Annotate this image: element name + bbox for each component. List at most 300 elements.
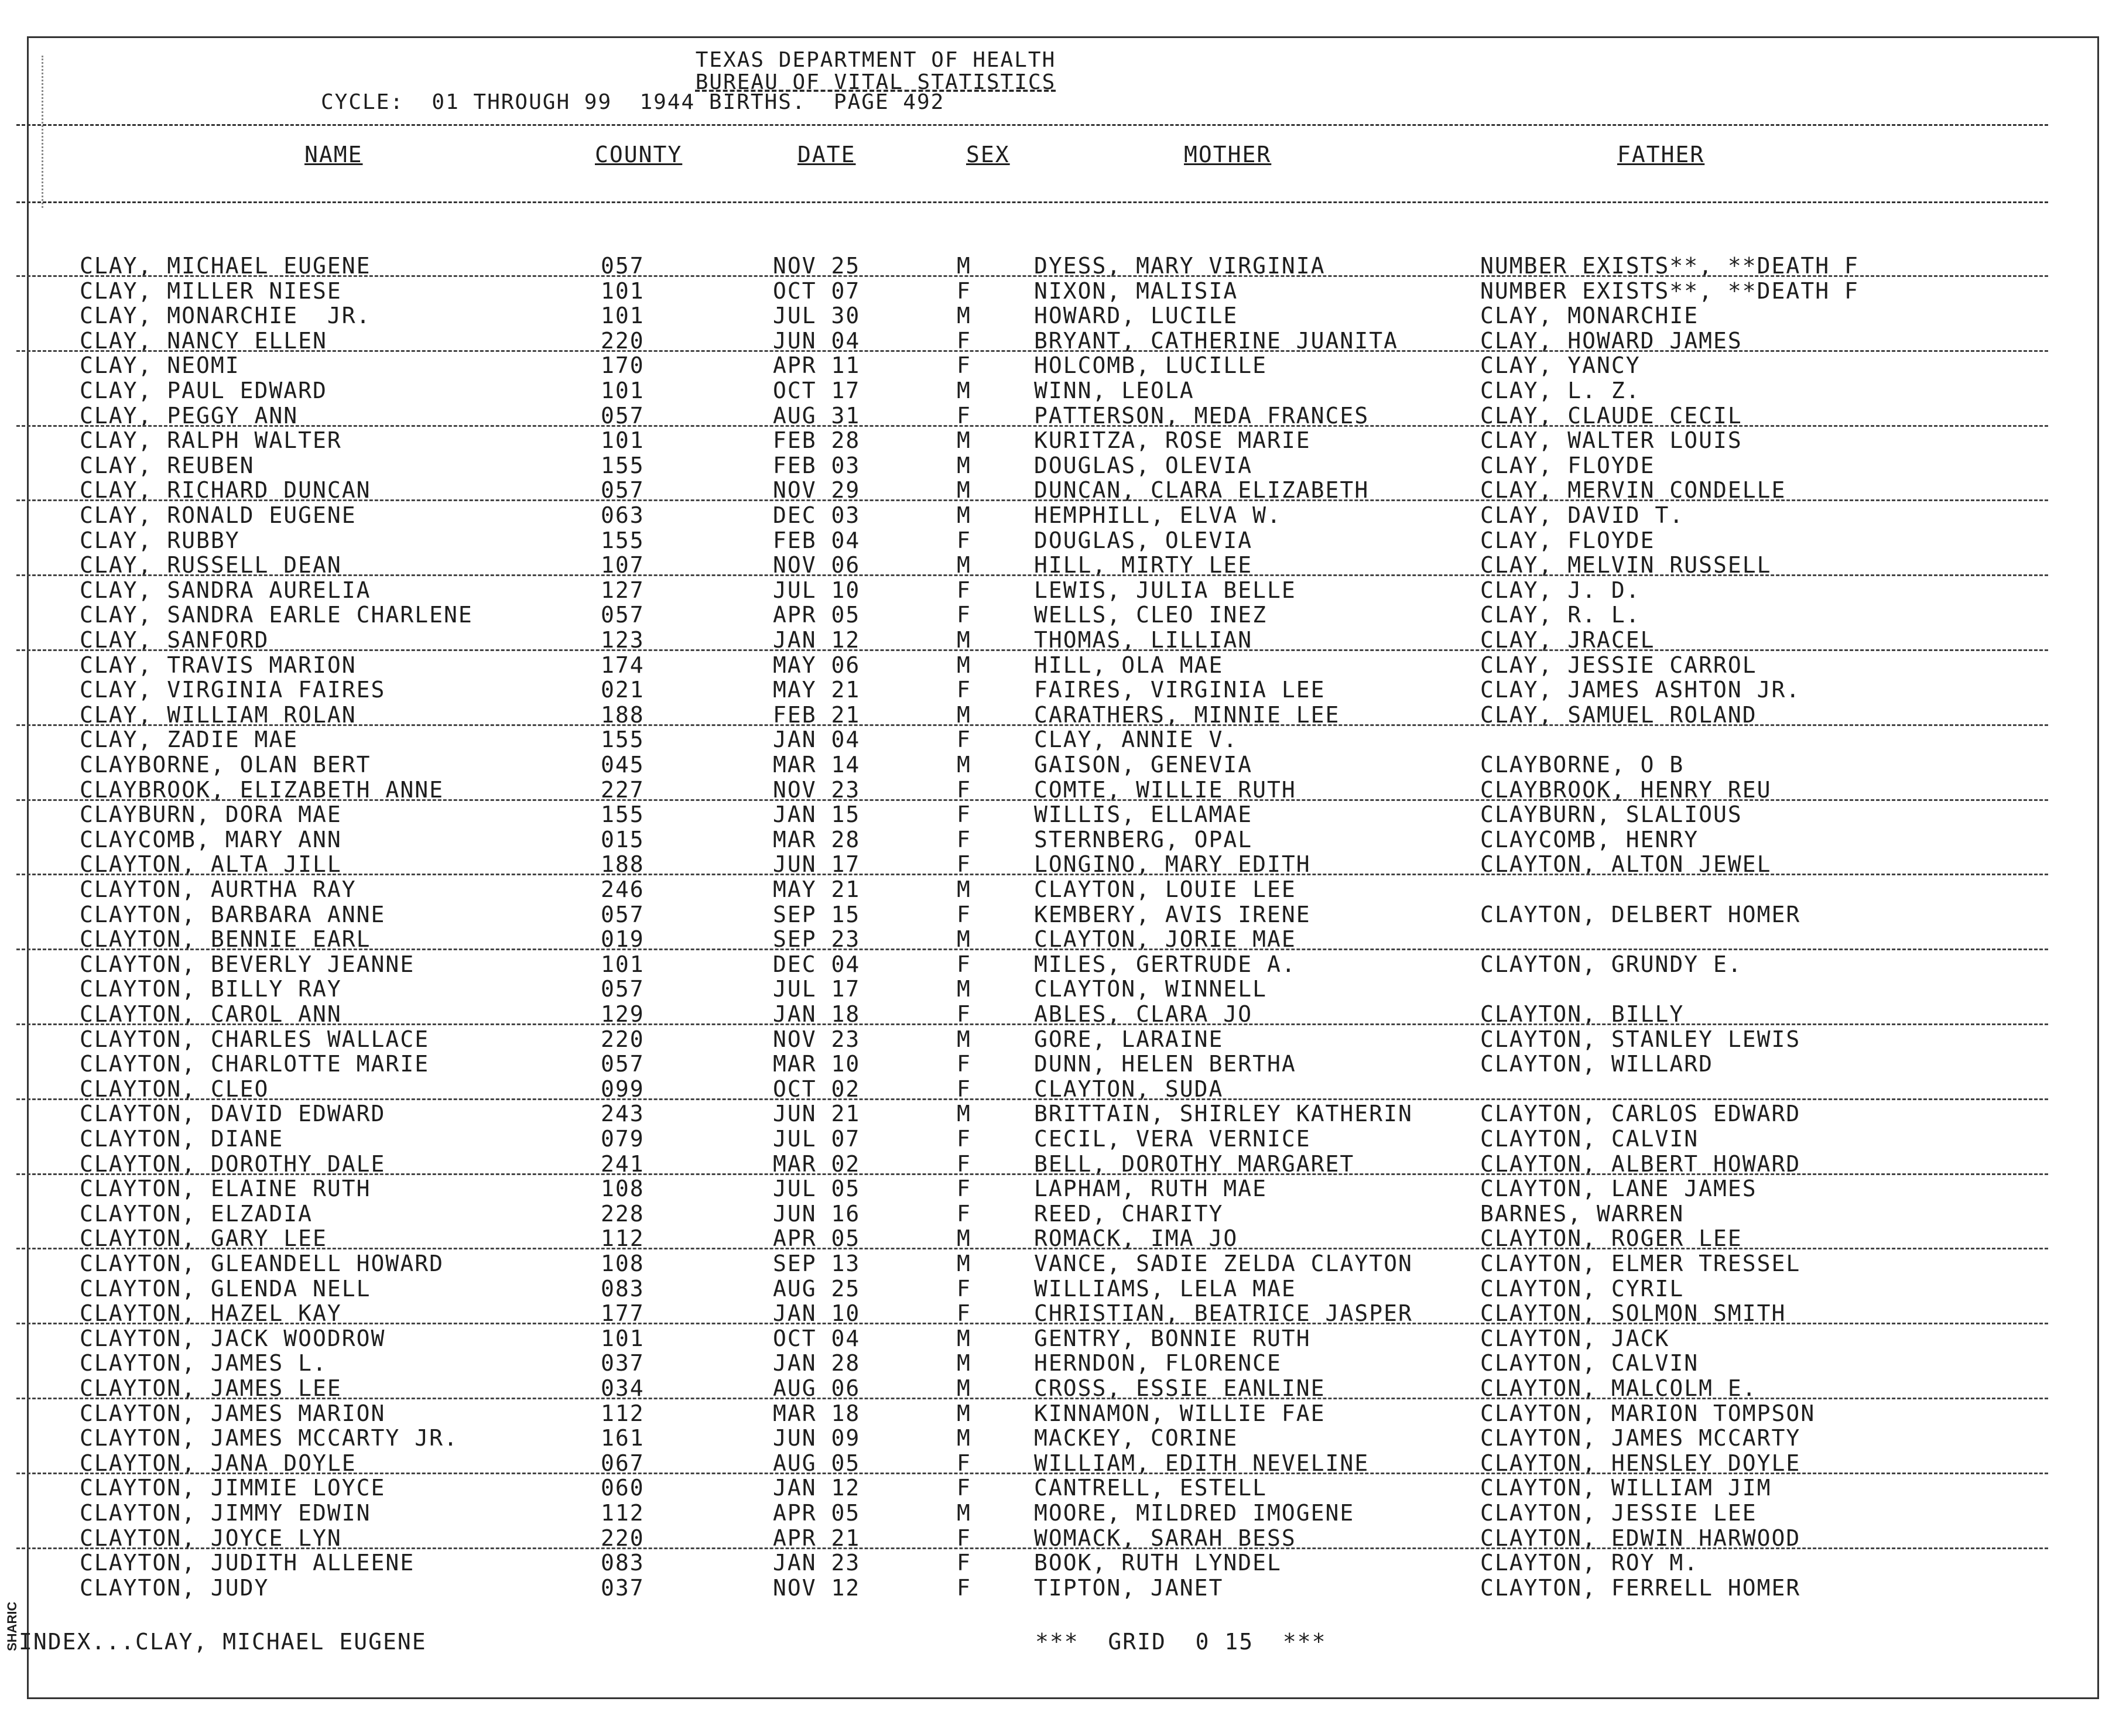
cell-sex: F: [957, 1574, 971, 1601]
cell-date: JUN 09: [773, 1425, 861, 1451]
cell-date: FEB 03: [773, 452, 861, 478]
col-header-father: FATHER: [1617, 142, 1705, 167]
cell-mother: WILLIAMS, LELA MAE: [1034, 1275, 1296, 1302]
cell-sex: F: [957, 1550, 971, 1576]
cell-father: CLAYTON, ROGER LEE: [1480, 1225, 1742, 1252]
table-row: [0, 1276, 2126, 1300]
cell-mother: WILLIS, ELLAMAE: [1034, 802, 1253, 828]
cell-name: CLAYTON, BARBARA ANNE: [80, 901, 386, 927]
cell-name: CLAY, SANDRA AURELIA: [80, 577, 371, 603]
cell-date: MAR 28: [773, 826, 861, 852]
cell-name: CLAYTON, GLENDA NELL: [80, 1275, 371, 1302]
cell-name: CLAYTON, BEVERLY JEANNE: [80, 951, 415, 977]
table-row: [0, 502, 2126, 527]
cell-father: CLAY, FLOYDE: [1480, 452, 1655, 478]
cell-date: JAN 10: [773, 1300, 861, 1327]
cell-mother: MILES, GERTRUDE A.: [1034, 951, 1296, 977]
table-row: [0, 752, 2126, 776]
cell-father: BARNES, WARREN: [1480, 1200, 1685, 1227]
cell-father: CLAYTON, GRUNDY E.: [1480, 951, 1742, 977]
cell-name: CLAY, MICHAEL EUGENE: [80, 253, 371, 279]
cell-date: JUL 30: [773, 303, 861, 329]
cell-name: CLAYTON, JUDY: [80, 1574, 269, 1601]
cell-date: APR 21: [773, 1525, 861, 1551]
cell-name: CLAY, RUBBY: [80, 527, 240, 553]
cell-mother: CLAYTON, WINNELL: [1034, 976, 1268, 1002]
table-row: [0, 627, 2126, 652]
cell-mother: CLAYTON, JORIE MAE: [1034, 926, 1296, 953]
cell-county: 129: [601, 1001, 645, 1027]
cell-father: CLAYTON, ELMER TRESSEL: [1480, 1251, 1801, 1276]
cell-date: MAR 10: [773, 1051, 861, 1077]
cell-date: DEC 04: [773, 951, 861, 977]
cell-name: CLAYTON, JAMES LEE: [80, 1375, 342, 1401]
col-header-mother: MOTHER: [1184, 142, 1272, 167]
table-row: [0, 1575, 2126, 1600]
table-row: [0, 278, 2126, 303]
cell-county: 243: [601, 1101, 645, 1127]
cell-name: CLAY, MONARCHIE JR.: [80, 303, 371, 329]
cell-mother: WILLIAM, EDITH NEVELINE: [1034, 1450, 1370, 1476]
table-row: [0, 677, 2126, 701]
cell-county: 112: [601, 1400, 645, 1426]
cell-name: CLAYTON, JOYCE LYN: [80, 1525, 342, 1551]
cell-county: 057: [601, 976, 645, 1002]
table-row: [0, 727, 2126, 751]
cell-sex: M: [957, 303, 971, 329]
cell-date: MAY 06: [773, 652, 861, 678]
cell-date: DEC 03: [773, 502, 861, 528]
cell-sex: F: [957, 577, 971, 603]
cell-name: CLAYTON, CAROL ANN: [80, 1001, 342, 1027]
cell-father: CLAY, MERVIN CONDELLE: [1480, 477, 1786, 504]
table-row: [0, 1550, 2126, 1574]
cell-name: CLAYTON, JIMMIE LOYCE: [80, 1475, 386, 1501]
cell-father: NUMBER EXISTS**, **DEATH F: [1480, 278, 1859, 304]
cell-county: 155: [601, 727, 645, 753]
cell-sex: F: [957, 951, 971, 977]
cell-county: 045: [601, 752, 645, 778]
cell-sex: M: [957, 627, 971, 653]
cell-name: CLAY, REUBEN: [80, 452, 255, 478]
cell-mother: CHRISTIAN, BEATRICE JASPER: [1034, 1300, 1413, 1327]
cell-name: CLAYBROOK, ELIZABETH ANNE: [80, 776, 444, 803]
cell-mother: CROSS, ESSIE EANLINE: [1034, 1375, 1326, 1401]
table-row: [0, 951, 2126, 976]
cell-sex: M: [957, 926, 971, 953]
cell-sex: F: [957, 826, 971, 852]
cell-father: CLAYTON, EDWIN HARWOOD: [1480, 1525, 1801, 1551]
cell-name: CLAYTON, BENNIE EARL: [80, 926, 371, 953]
cell-date: NOV 25: [773, 253, 861, 279]
cell-mother: DYESS, MARY VIRGINIA: [1034, 253, 1326, 279]
cell-name: CLAYTON, AURTHA RAY: [80, 876, 357, 902]
agency-title: TEXAS DEPARTMENT OF HEALTH: [695, 48, 1056, 72]
cell-sex: F: [957, 901, 971, 927]
cell-sex: M: [957, 1400, 971, 1426]
cell-father: CLAYTON, LANE JAMES: [1480, 1176, 1757, 1202]
cell-sex: F: [957, 1176, 971, 1202]
cell-date: JAN 15: [773, 802, 861, 828]
row-separator: [16, 1098, 2048, 1100]
table-row: [0, 1525, 2126, 1550]
cell-father: CLAYTON, ROY M.: [1480, 1550, 1699, 1576]
cell-sex: M: [957, 1375, 971, 1401]
cell-date: MAR 18: [773, 1400, 861, 1426]
cell-sex: M: [957, 1425, 971, 1451]
cell-mother: GORE, LARAINE: [1034, 1026, 1224, 1052]
cell-mother: LAPHAM, RUTH MAE: [1034, 1176, 1268, 1202]
cell-mother: VANCE, SADIE ZELDA CLAYTON: [1034, 1251, 1413, 1276]
cell-name: CLAYTON, ALTA JILL: [80, 851, 342, 878]
cell-father: CLAY, WALTER LOUIS: [1480, 427, 1742, 454]
cell-mother: TIPTON, JANET: [1034, 1574, 1224, 1601]
cell-mother: LEWIS, JULIA BELLE: [1034, 577, 1296, 603]
cell-date: JAN 04: [773, 727, 861, 753]
cell-date: OCT 02: [773, 1076, 861, 1102]
cell-father: CLAY, HOWARD JAMES: [1480, 327, 1742, 354]
cell-county: 019: [601, 926, 645, 953]
cell-father: CLAYTON, CYRIL: [1480, 1275, 1685, 1302]
cell-father: CLAYTON, CALVIN: [1480, 1126, 1699, 1152]
grid-footer: *** GRID 0 15 ***: [1035, 1629, 1327, 1655]
cell-date: AUG 06: [773, 1375, 861, 1401]
cell-sex: F: [957, 1275, 971, 1302]
cell-sex: F: [957, 352, 971, 379]
cell-mother: HILL, OLA MAE: [1034, 652, 1224, 678]
cell-name: CLAY, RONALD EUGENE: [80, 502, 357, 528]
bureau-title: BUREAU OF VITAL STATISTICS: [695, 70, 1056, 94]
row-separator: [16, 275, 2048, 277]
table-row: [0, 1051, 2126, 1076]
cell-county: 037: [601, 1350, 645, 1377]
table-row: [0, 453, 2126, 477]
cell-date: NOV 06: [773, 552, 861, 578]
cell-father: CLAYTON, MALCOLM E.: [1480, 1375, 1757, 1401]
cell-date: NOV 29: [773, 477, 861, 504]
row-separator: [16, 649, 2048, 651]
cell-date: NOV 23: [773, 1026, 861, 1052]
table-row: [0, 1500, 2126, 1525]
cell-mother: STERNBERG, OPAL: [1034, 826, 1253, 852]
table-row: [0, 253, 2126, 278]
cell-sex: M: [957, 752, 971, 778]
cell-sex: M: [957, 427, 971, 454]
cell-county: 241: [601, 1151, 645, 1177]
cell-father: CLAYTON, JACK: [1480, 1325, 1670, 1351]
cell-father: CLAYTON, JAMES MCCARTY: [1480, 1425, 1801, 1451]
cell-father: CLAYTON, SOLMON SMITH: [1480, 1300, 1786, 1327]
cell-father: CLAYTON, ALTON JEWEL: [1480, 851, 1772, 878]
cell-county: 228: [601, 1200, 645, 1227]
cell-father: CLAYTON, HENSLEY DOYLE: [1480, 1450, 1801, 1476]
cell-county: 188: [601, 851, 645, 878]
cell-father: CLAYBROOK, HENRY REU: [1480, 776, 1772, 803]
cell-name: CLAY, ZADIE MAE: [80, 727, 299, 753]
cell-father: CLAYTON, STANLEY LEWIS: [1480, 1026, 1801, 1052]
cell-father: CLAYBURN, SLALIOUS: [1480, 802, 1742, 828]
cell-county: 246: [601, 876, 645, 902]
cell-county: 079: [601, 1126, 645, 1152]
cell-sex: M: [957, 253, 971, 279]
cell-county: 057: [601, 901, 645, 927]
cell-mother: MOORE, MILDRED IMOGENE: [1034, 1500, 1355, 1526]
cell-mother: COMTE, WILLIE RUTH: [1034, 776, 1296, 803]
cell-name: CLAYTON, ELAINE RUTH: [80, 1176, 371, 1202]
cell-mother: WOMACK, SARAH BESS: [1034, 1525, 1296, 1551]
table-row: [0, 552, 2126, 577]
cell-sex: M: [957, 1350, 971, 1377]
cell-father: CLAYBORNE, O B: [1480, 752, 1685, 778]
cell-sex: F: [957, 1151, 971, 1177]
cell-father: CLAY, R. L.: [1480, 602, 1641, 628]
cell-date: APR 05: [773, 602, 861, 628]
table-row: [0, 902, 2126, 926]
cell-name: CLAY, WILLIAM ROLAN: [80, 701, 357, 728]
cell-name: CLAY, PAUL EDWARD: [80, 378, 327, 403]
cycle-line: CYCLE: 01 THROUGH 99 1944 BIRTHS. PAGE 492: [321, 90, 945, 114]
row-separator: [16, 949, 2048, 950]
cell-sex: F: [957, 851, 971, 878]
cell-county: 170: [601, 352, 645, 379]
cell-father: NUMBER EXISTS**, **DEATH F: [1480, 253, 1859, 279]
cell-sex: F: [957, 1126, 971, 1152]
cell-sex: F: [957, 278, 971, 304]
row-separator: [16, 724, 2048, 726]
cell-mother: CANTRELL, ESTELL: [1034, 1475, 1268, 1501]
cell-county: 220: [601, 1026, 645, 1052]
cell-sex: M: [957, 1325, 971, 1351]
table-row: [0, 477, 2126, 502]
cell-date: APR 05: [773, 1225, 861, 1252]
cell-name: CLAY, RICHARD DUNCAN: [80, 477, 371, 504]
cell-name: CLAY, NEOMI: [80, 352, 240, 379]
cell-name: CLAYTON, CLEO: [80, 1076, 269, 1102]
cell-county: 101: [601, 1325, 645, 1351]
table-row: [0, 1151, 2126, 1176]
cell-date: JAN 12: [773, 627, 861, 653]
cell-name: CLAYBORNE, OLAN BERT: [80, 752, 371, 778]
cell-county: 127: [601, 577, 645, 603]
cell-mother: KURITZA, ROSE MARIE: [1034, 427, 1311, 454]
table-row: [0, 602, 2126, 626]
cell-county: 101: [601, 278, 645, 304]
cell-name: CLAYTON, JIMMY EDWIN: [80, 1500, 371, 1526]
cell-mother: ABLES, CLARA JO: [1034, 1001, 1253, 1027]
cell-name: CLAYTON, GARY LEE: [80, 1225, 327, 1252]
cell-name: CLAYTON, CHARLES WALLACE: [80, 1026, 430, 1052]
cell-sex: F: [957, 1200, 971, 1227]
table-row: [0, 1026, 2126, 1051]
cell-county: 101: [601, 427, 645, 454]
table-row: [0, 1326, 2126, 1350]
cell-name: CLAY, SANDRA EARLE CHARLENE: [80, 602, 473, 628]
cell-date: JUL 05: [773, 1176, 861, 1202]
cell-county: 155: [601, 802, 645, 828]
cell-sex: M: [957, 1101, 971, 1127]
cell-county: 161: [601, 1425, 645, 1451]
row-separator: [16, 1323, 2048, 1324]
cell-county: 099: [601, 1076, 645, 1102]
table-row: [0, 1076, 2126, 1101]
row-separator: [16, 1473, 2048, 1474]
cell-county: 101: [601, 951, 645, 977]
cell-date: FEB 28: [773, 427, 861, 454]
cell-sex: F: [957, 727, 971, 753]
table-row: [0, 976, 2126, 1001]
cell-county: 188: [601, 701, 645, 728]
cell-mother: CARATHERS, MINNIE LEE: [1034, 701, 1340, 728]
cell-name: CLAY, RUSSELL DEAN: [80, 552, 342, 578]
cell-father: CLAYTON, WILLIAM JIM: [1480, 1475, 1772, 1501]
cell-county: 112: [601, 1225, 645, 1252]
table-row: [0, 427, 2126, 452]
cell-county: 177: [601, 1300, 645, 1327]
table-row: [0, 577, 2126, 602]
cell-county: 220: [601, 1525, 645, 1551]
cell-name: CLAYTON, JUDITH ALLEENE: [80, 1550, 415, 1576]
table-row: [0, 851, 2126, 876]
cell-father: CLAYTON, DELBERT HOMER: [1480, 901, 1801, 927]
cell-date: JUN 16: [773, 1200, 861, 1227]
cell-mother: MACKEY, CORINE: [1034, 1425, 1238, 1451]
cell-name: CLAYTON, JAMES MARION: [80, 1400, 386, 1426]
cell-name: CLAY, RALPH WALTER: [80, 427, 342, 454]
cell-name: CLAYTON, JANA DOYLE: [80, 1450, 357, 1476]
cell-date: APR 05: [773, 1500, 861, 1526]
cell-mother: CLAYTON, SUDA: [1034, 1076, 1224, 1102]
cell-father: CLAYTON, BILLY: [1480, 1001, 1685, 1027]
table-row: [0, 827, 2126, 851]
cell-date: MAR 14: [773, 752, 861, 778]
cell-sex: F: [957, 602, 971, 628]
table-row: [0, 1176, 2126, 1200]
cell-mother: GENTRY, BONNIE RUTH: [1034, 1325, 1311, 1351]
table-row: [0, 702, 2126, 727]
table-row: [0, 652, 2126, 677]
table-row: [0, 328, 2126, 352]
cell-date: JAN 12: [773, 1475, 861, 1501]
cell-sex: M: [957, 452, 971, 478]
cell-mother: CLAY, ANNIE V.: [1034, 727, 1238, 753]
cell-father: CLAYTON, CARLOS EDWARD: [1480, 1101, 1801, 1127]
cell-name: CLAY, VIRGINIA FAIRES: [80, 677, 386, 703]
cell-sex: M: [957, 502, 971, 528]
cell-sex: F: [957, 1450, 971, 1476]
cell-county: 220: [601, 327, 645, 354]
cell-date: JUN 17: [773, 851, 861, 878]
cell-county: 123: [601, 627, 645, 653]
col-header-county: COUNTY: [595, 142, 683, 167]
cell-county: 155: [601, 527, 645, 553]
cell-date: JUN 21: [773, 1101, 861, 1127]
table-row: [0, 777, 2126, 802]
cell-county: 021: [601, 677, 645, 703]
cell-county: 107: [601, 552, 645, 578]
cell-sex: F: [957, 1001, 971, 1027]
cell-county: 083: [601, 1275, 645, 1302]
cell-sex: M: [957, 378, 971, 403]
cell-name: CLAYTON, DIANE: [80, 1126, 284, 1152]
cell-mother: LONGINO, MARY EDITH: [1034, 851, 1311, 878]
cell-father: CLAY, MELVIN RUSSELL: [1480, 552, 1772, 578]
cell-mother: HILL, MIRTY LEE: [1034, 552, 1253, 578]
cell-mother: THOMAS, LILLIAN: [1034, 627, 1253, 653]
cell-sex: F: [957, 802, 971, 828]
cell-date: MAR 02: [773, 1151, 861, 1177]
cell-name: CLAY, TRAVIS MARION: [80, 652, 357, 678]
cell-date: SEP 13: [773, 1251, 861, 1276]
cell-mother: KINNAMON, WILLIE FAE: [1034, 1400, 1326, 1426]
cell-father: CLAY, J. D.: [1480, 577, 1641, 603]
cell-mother: HOWARD, LUCILE: [1034, 303, 1238, 329]
cell-county: 083: [601, 1550, 645, 1576]
cell-father: CLAYTON, FERRELL HOMER: [1480, 1574, 1801, 1601]
cell-date: JUN 04: [773, 327, 861, 354]
table-row: [0, 876, 2126, 901]
cell-date: SEP 15: [773, 901, 861, 927]
cell-mother: WELLS, CLEO INEZ: [1034, 602, 1268, 628]
cell-father: CLAYTON, WILLARD: [1480, 1051, 1714, 1077]
row-separator: [16, 350, 2048, 352]
cell-sex: F: [957, 776, 971, 803]
cell-father: CLAY, DAVID T.: [1480, 502, 1685, 528]
table-row: [0, 1001, 2126, 1026]
cell-father: CLAYTON, ALBERT HOWARD: [1480, 1151, 1801, 1177]
cell-sex: M: [957, 876, 971, 902]
row-separator: [16, 1248, 2048, 1249]
row-separator: [16, 574, 2048, 576]
cell-name: CLAYCOMB, MARY ANN: [80, 826, 342, 852]
table-row: [0, 926, 2126, 951]
cell-mother: BRITTAIN, SHIRLEY KATHERIN: [1034, 1101, 1413, 1127]
cell-county: 227: [601, 776, 645, 803]
table-row: [0, 1126, 2126, 1151]
col-header-sex: SEX: [966, 142, 1010, 167]
cell-father: CLAYTON, CALVIN: [1480, 1350, 1699, 1377]
cell-county: 060: [601, 1475, 645, 1501]
cell-sex: F: [957, 1475, 971, 1501]
cell-name: CLAYTON, JAMES MCCARTY JR.: [80, 1425, 458, 1451]
cell-sex: M: [957, 701, 971, 728]
cell-county: 155: [601, 452, 645, 478]
cell-name: CLAY, MILLER NIESE: [80, 278, 342, 304]
row-separator: [16, 1173, 2048, 1175]
cell-date: NOV 12: [773, 1574, 861, 1601]
cell-sex: F: [957, 1300, 971, 1327]
cell-mother: HEMPHILL, ELVA W.: [1034, 502, 1282, 528]
table-row: [0, 303, 2126, 327]
cell-date: JAN 18: [773, 1001, 861, 1027]
cell-date: MAY 21: [773, 677, 861, 703]
cell-name: CLAYTON, JAMES L.: [80, 1350, 327, 1377]
cell-sex: M: [957, 1026, 971, 1052]
cell-name: CLAYTON, JACK WOODROW: [80, 1325, 386, 1351]
cell-father: CLAY, SAMUEL ROLAND: [1480, 701, 1757, 728]
table-row: [0, 1425, 2126, 1450]
row-separator: [16, 1023, 2048, 1025]
row-separator: [16, 1398, 2048, 1399]
cell-county: 174: [601, 652, 645, 678]
index-footer: INDEX...CLAY, MICHAEL EUGENE: [19, 1629, 427, 1655]
cell-name: CLAY, PEGGY ANN: [80, 402, 299, 429]
cell-name: CLAYTON, HAZEL KAY: [80, 1300, 342, 1327]
cell-sex: M: [957, 477, 971, 504]
cell-sex: M: [957, 1251, 971, 1276]
cell-father: CLAY, JESSIE CARROL: [1480, 652, 1757, 678]
table-row: [0, 528, 2126, 552]
cell-sex: F: [957, 1076, 971, 1102]
